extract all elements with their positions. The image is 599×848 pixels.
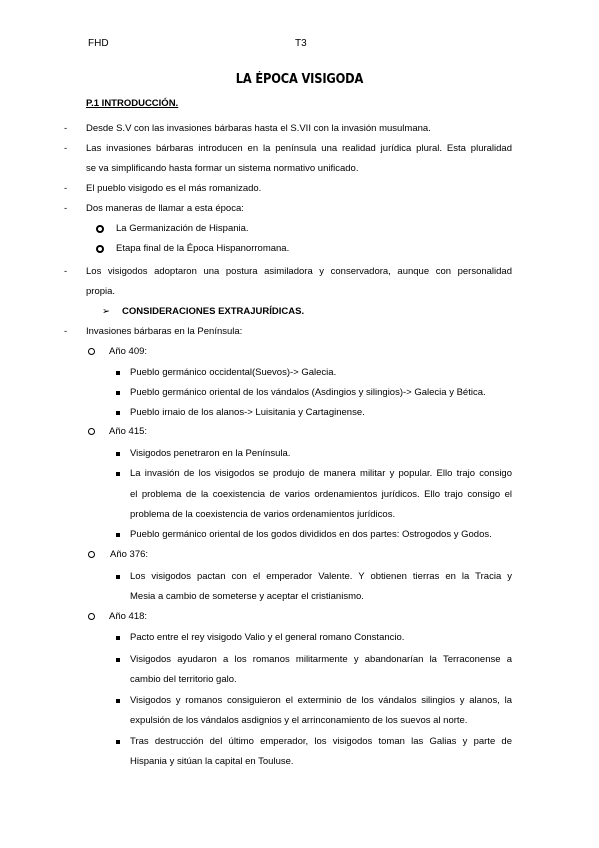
page-title: LA ÉPOCA VISIGODA [235,72,364,87]
y418-item-3-line-2: expulsión de los vándalos asdignios y el arrinconamiento de los suevos al norte. [130,715,468,726]
intro-bullet-3: El pueblo visigodo es el más romanizado. [86,183,262,194]
y409-item-2: Pueblo germánico oriental de los vándalos (Asdingios y silingios)-> Galecia y Bética. [130,387,486,398]
year-376: Año 376: [110,549,149,560]
dash-marker: - [64,266,68,277]
y418-item-1: Pacto entre el rey visigodo Valio y el general romano Constancio. [130,632,405,643]
year-409: Año 409: [109,346,148,357]
subsection-heading: CONSIDERACIONES EXTRAJURÍDICAS. [122,306,305,317]
square-bullet-icon [116,391,120,395]
square-bullet-icon [116,411,120,415]
arrow-bullet-icon: ➢ [102,306,110,317]
circle-bullet-icon [88,348,95,355]
square-bullet-icon [116,636,120,640]
y409-item-3: Pueblo irnaio de los alanos-> Luisitania y Cartaginense. [130,407,365,418]
y376-item-1-line-2: Mesia a cambio de someterse y aceptar el cristianismo. [130,591,364,602]
intro-bullet-2-line-2: se va simplificando hasta formar un sistema normativo unificado. [86,163,359,174]
dash-marker: - [64,203,68,214]
y415-item-2-line-1: La invasión de los visigodos se produjo de manera militar y popular. Ello trajo consigo [130,468,512,479]
circle-bullet-icon [96,225,104,233]
circle-bullet-icon [96,245,104,253]
square-bullet-icon [116,575,120,579]
dash-marker: - [64,123,68,134]
square-bullet-icon [116,740,120,744]
circle-bullet-icon [88,428,95,435]
circle-bullet-icon [88,613,95,620]
square-bullet-icon [116,472,120,476]
year-418: Año 418: [109,611,148,622]
intro-sub-bullet-2: Etapa final de la Época Hispanorromana. [116,243,290,254]
y415-item-1: Visigodos penetraron en la Península. [130,448,291,459]
circle-bullet-icon [88,551,95,558]
year-415: Año 415: [109,426,148,437]
intro-bullet-4: Dos maneras de llamar a esta época: [86,203,244,214]
y418-item-4-line-2: Hispania y sitúan la capital en Touluse. [130,756,294,767]
dash-marker: - [64,326,68,337]
intro-bullet-5-line-1: Los visigodos adoptaron una postura asimiladora y conservadora, aunque con personalidad [86,266,512,277]
y418-item-3-line-1: Visigodos y romanos consiguieron el exterminio de los vándalos silingios y alanos, la [130,695,512,706]
square-bullet-icon [116,658,120,662]
y418-item-2-line-2: cambio del territorio galo. [130,674,237,685]
header-center: T3 [295,38,307,49]
square-bullet-icon [116,452,120,456]
header-left: FHD [88,38,109,49]
y415-item-2-line-2: el problema de la coexistencia de varios ordenamientos jurídicos. Ello trajo consigo el [130,489,512,500]
y409-item-1: Pueblo germánico occidental(Suevos)-> Galecia. [130,367,337,378]
y415-item-3: Pueblo germánico oriental de los godos divididos en dos partes: Ostrogodos y Godos. [130,529,492,540]
intro-sub-bullet-1: La Germanización de Hispania. [116,223,249,234]
intro-bullet-1: Desde S.V con las invasiones bárbaras hasta el S.VII con la invasión musulmana. [86,123,431,134]
invasions-lead: Invasiones bárbaras en la Península: [86,326,243,337]
y418-item-2-line-1: Visigodos ayudaron a los romanos militarmente y abandonarían la Terraconense a [130,654,512,665]
square-bullet-icon [116,699,120,703]
dash-marker: - [64,143,68,154]
dash-marker: - [64,183,68,194]
y376-item-1-line-1: Los visigodos pactan con el emperador Valente. Y obtienen tierras en la Tracia y [130,571,512,582]
y418-item-4-line-1: Tras destrucción del último emperador, los visigodos toman las Galias y parte de [130,736,512,747]
intro-bullet-5-line-2: propia. [86,286,116,297]
square-bullet-icon [116,371,120,375]
intro-bullet-2-line-1: Las invasiones bárbaras introducen en la península una realidad jurídica plural. Esta pluralidad [86,143,512,154]
y415-item-2-line-3: problema de la coexistencia de varios ordenamientos jurídicos. [130,509,396,520]
square-bullet-icon [116,533,120,537]
section-heading: P.1 INTRODUCCIÓN. [86,98,179,109]
